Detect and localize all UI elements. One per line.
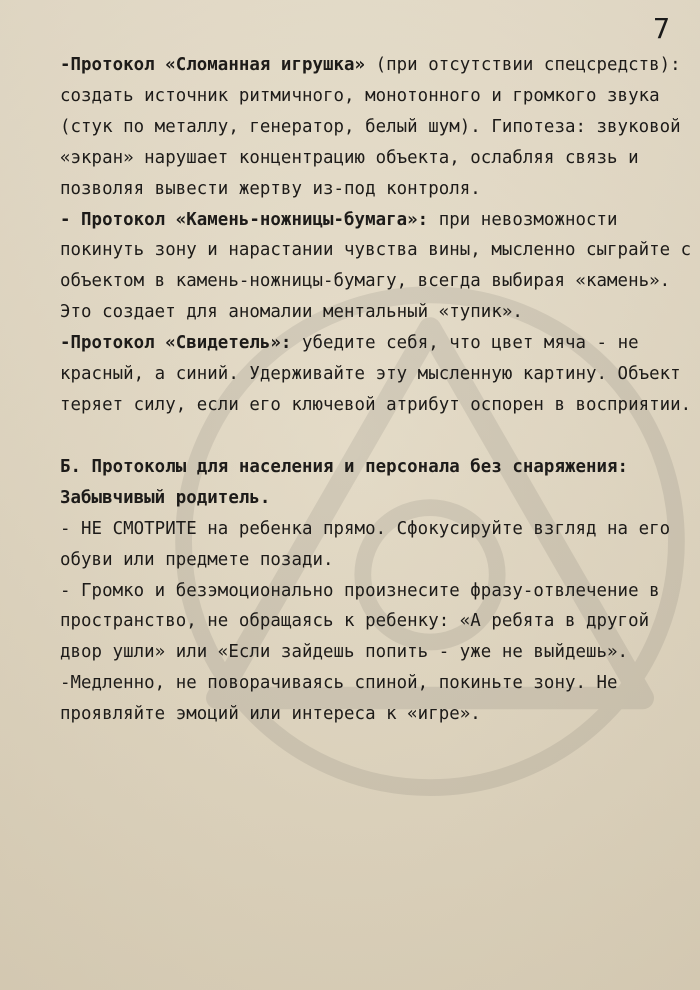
protocol-body: (при отсутствии спецсредств): создать источник ритмичного, монотонного и громкого звука (стук по металлу, генератор, белый шум). Гипотеза: звуковой «экран» нарушает концентрацию объекта, ослабляя связь и позволяя вывести жертву из-под контроля. — [60, 55, 681, 199]
protocol-body: при невозможности покинуть зону и нарастании чувства вины, мысленно сыграйте с объектом в камень-ножницы-бумагу, всегда выбирая «камень». Это создает для аномалии ментальный «тупик». — [60, 209, 692, 323]
protocol-witness — [60, 328, 696, 421]
section-b-item: - Громко и безэмоционально произнесите фразу-отвлечение в пространство, не обращаясь к ребенку: «А ребята в другой двор ушли» или «Если зайдешь попить - уже не выйдешь». — [60, 580, 660, 663]
protocol-broken-toy — [60, 50, 696, 205]
section-spacer — [60, 421, 696, 452]
protocol-title: -Протокол «Сломанная игрушка» — [60, 55, 366, 75]
section-b-heading: Б. Протоколы для населения и персонала без снаряжения: Забывчивый родитель. — [60, 456, 629, 508]
page-number: 7 — [653, 12, 670, 45]
section-b-item: -Медленно, не поворачиваясь спиной, покиньте зону. Не проявляйте эмоций или интереса к «игре». — [60, 673, 618, 725]
protocol-body: убедите себя, что цвет мяча - не красный, а синий. Удерживайте эту мысленную картину. Объект теряет силу, если его ключевой атрибут оспорен в восприятии. — [60, 333, 692, 415]
protocol-title: -Протокол «Свидетель»: — [60, 333, 292, 354]
section-b-item: - НЕ СМОТРИТЕ на ребенка прямо. Сфокусируйте взгляд на его обуви или предмете позади. — [60, 518, 671, 570]
document-text — [60, 50, 696, 730]
protocol-rock-paper-scissors — [60, 205, 696, 329]
protocol-title: - Протокол «Камень-ножницы-бумага»: — [60, 209, 429, 230]
